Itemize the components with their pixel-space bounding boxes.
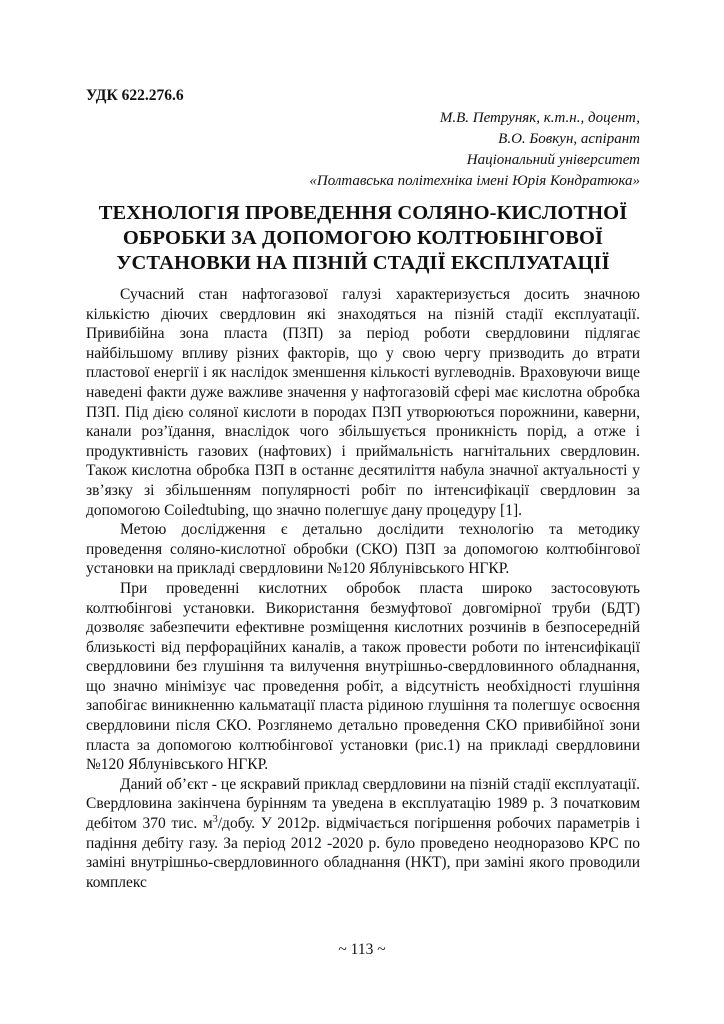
page-content (86, 86, 640, 892)
author-1: М.В. Петруняк, к.т.н., доцент, (439, 110, 640, 126)
paper-title (86, 201, 640, 276)
title-line-2: ОБРОБКИ ЗА ДОПОМОГОЮ КОЛТЮБІНГОВОЇ (122, 227, 604, 249)
title-line-1: ТЕХНОЛОГІЯ ПРОВЕДЕННЯ СОЛЯНО-КИСЛОТНОЇ (98, 202, 628, 224)
page-number: ~ 113 ~ (338, 941, 386, 958)
paragraph-4-text-a: Даний об’єкт - це яскравий приклад свердловини на пізній стадії експлуатації. Свердловина закінчена бурінням та уведена в експлуатацію 1989 р. З початковим дебітом 370 тис. м (86, 775, 640, 833)
paragraph-4 (86, 775, 640, 893)
paragraph-3: При проведенні кислотних обробок пласта широко застосовують колтюбінгові установки. Використання безмуфтової довгомірної труби (БДТ) дозволяє забезпечити ефективне розміщення кислотних розчинів в безпосередній близькості від перфораційних каналів, а також провести роботи по інтенсифікації свердловини без глушіння та вилучення внутрішньо-свердловинного обладнання, що значно мінімізує час проведення робіт, а відсутність необхідності глушіння запобігає виникненню кальматації пласта рідиною глушіння та полегшує освоєння свердловини після СКО. Розглянемо детально проведення СКО привибійної зони пласта за допомогою колтюбінгової установки (рис.1) на прикладі свердловини №120 Яблунівського НГКР. (86, 579, 640, 774)
affiliation-2: «Полтавська політехніка імені Юрія Кондратюка» (309, 173, 640, 189)
paragraph-1: Сучасний стан нафтогазової галузі характеризується досить значною кількістю діючих свердловин які знаходяться на пізній стадії експлуатації. Привибійна зона пласта (ПЗП) за період роботи свердловини підлягає найбільшому впливу різних факторів, що у свою чергу призводить до втрати пластової енергії і як наслідок зменшення кількості вуглеводнів. Враховуючи вище наведені факти дуже важливе значення у нафтогазовій сфері має кислотна обробка ПЗП. Під дією соляної кислоти в породах ПЗП утворюються порожнини, каверни, канали роз’їдання, внаслідок чого збільшується проникність порід, а отже і продуктивність газових (нафтових) і приймальність нагнітальних свердловин. Також кислотна обробка ПЗП в останнє десятиліття набула значної актуальності у зв’язку зі збільшенням популярності робіт по інтенсифікації свердловин за допомогою Coiledtubing, що значно полегшує дану процедуру [1]. (86, 286, 640, 519)
author-2: В.О. Бовкун, аспірант (498, 131, 640, 147)
superscript-3: 3 (212, 813, 218, 825)
author-block (86, 108, 640, 192)
title-line-3: УСТАНОВКИ НА ПІЗНІЙ СТАДІЇ ЕКСПЛУАТАЦІЇ (116, 252, 610, 274)
udk-code: УДК 622.276.6 (86, 87, 184, 104)
paragraph-4-text-b: /добу. У 2012р. відмічається погіршення робочих параметрів і падіння дебіту газу. За період 2012 -2020 р. було проведено неодноразово КРС по заміні внутрішньо-свердловинного обладнання (НКТ), при заміні якого проводили комплекс (86, 815, 640, 891)
paragraph-2: Метою дослідження є детально дослідити технологію та методику проведення соляно-кислотної обробки (СКО) ПЗП за допомогою колтюбінгової установки на прикладі свердловини №120 Яблунівського НГКР. (86, 521, 640, 578)
affiliation-1: Національний університет (466, 152, 640, 168)
